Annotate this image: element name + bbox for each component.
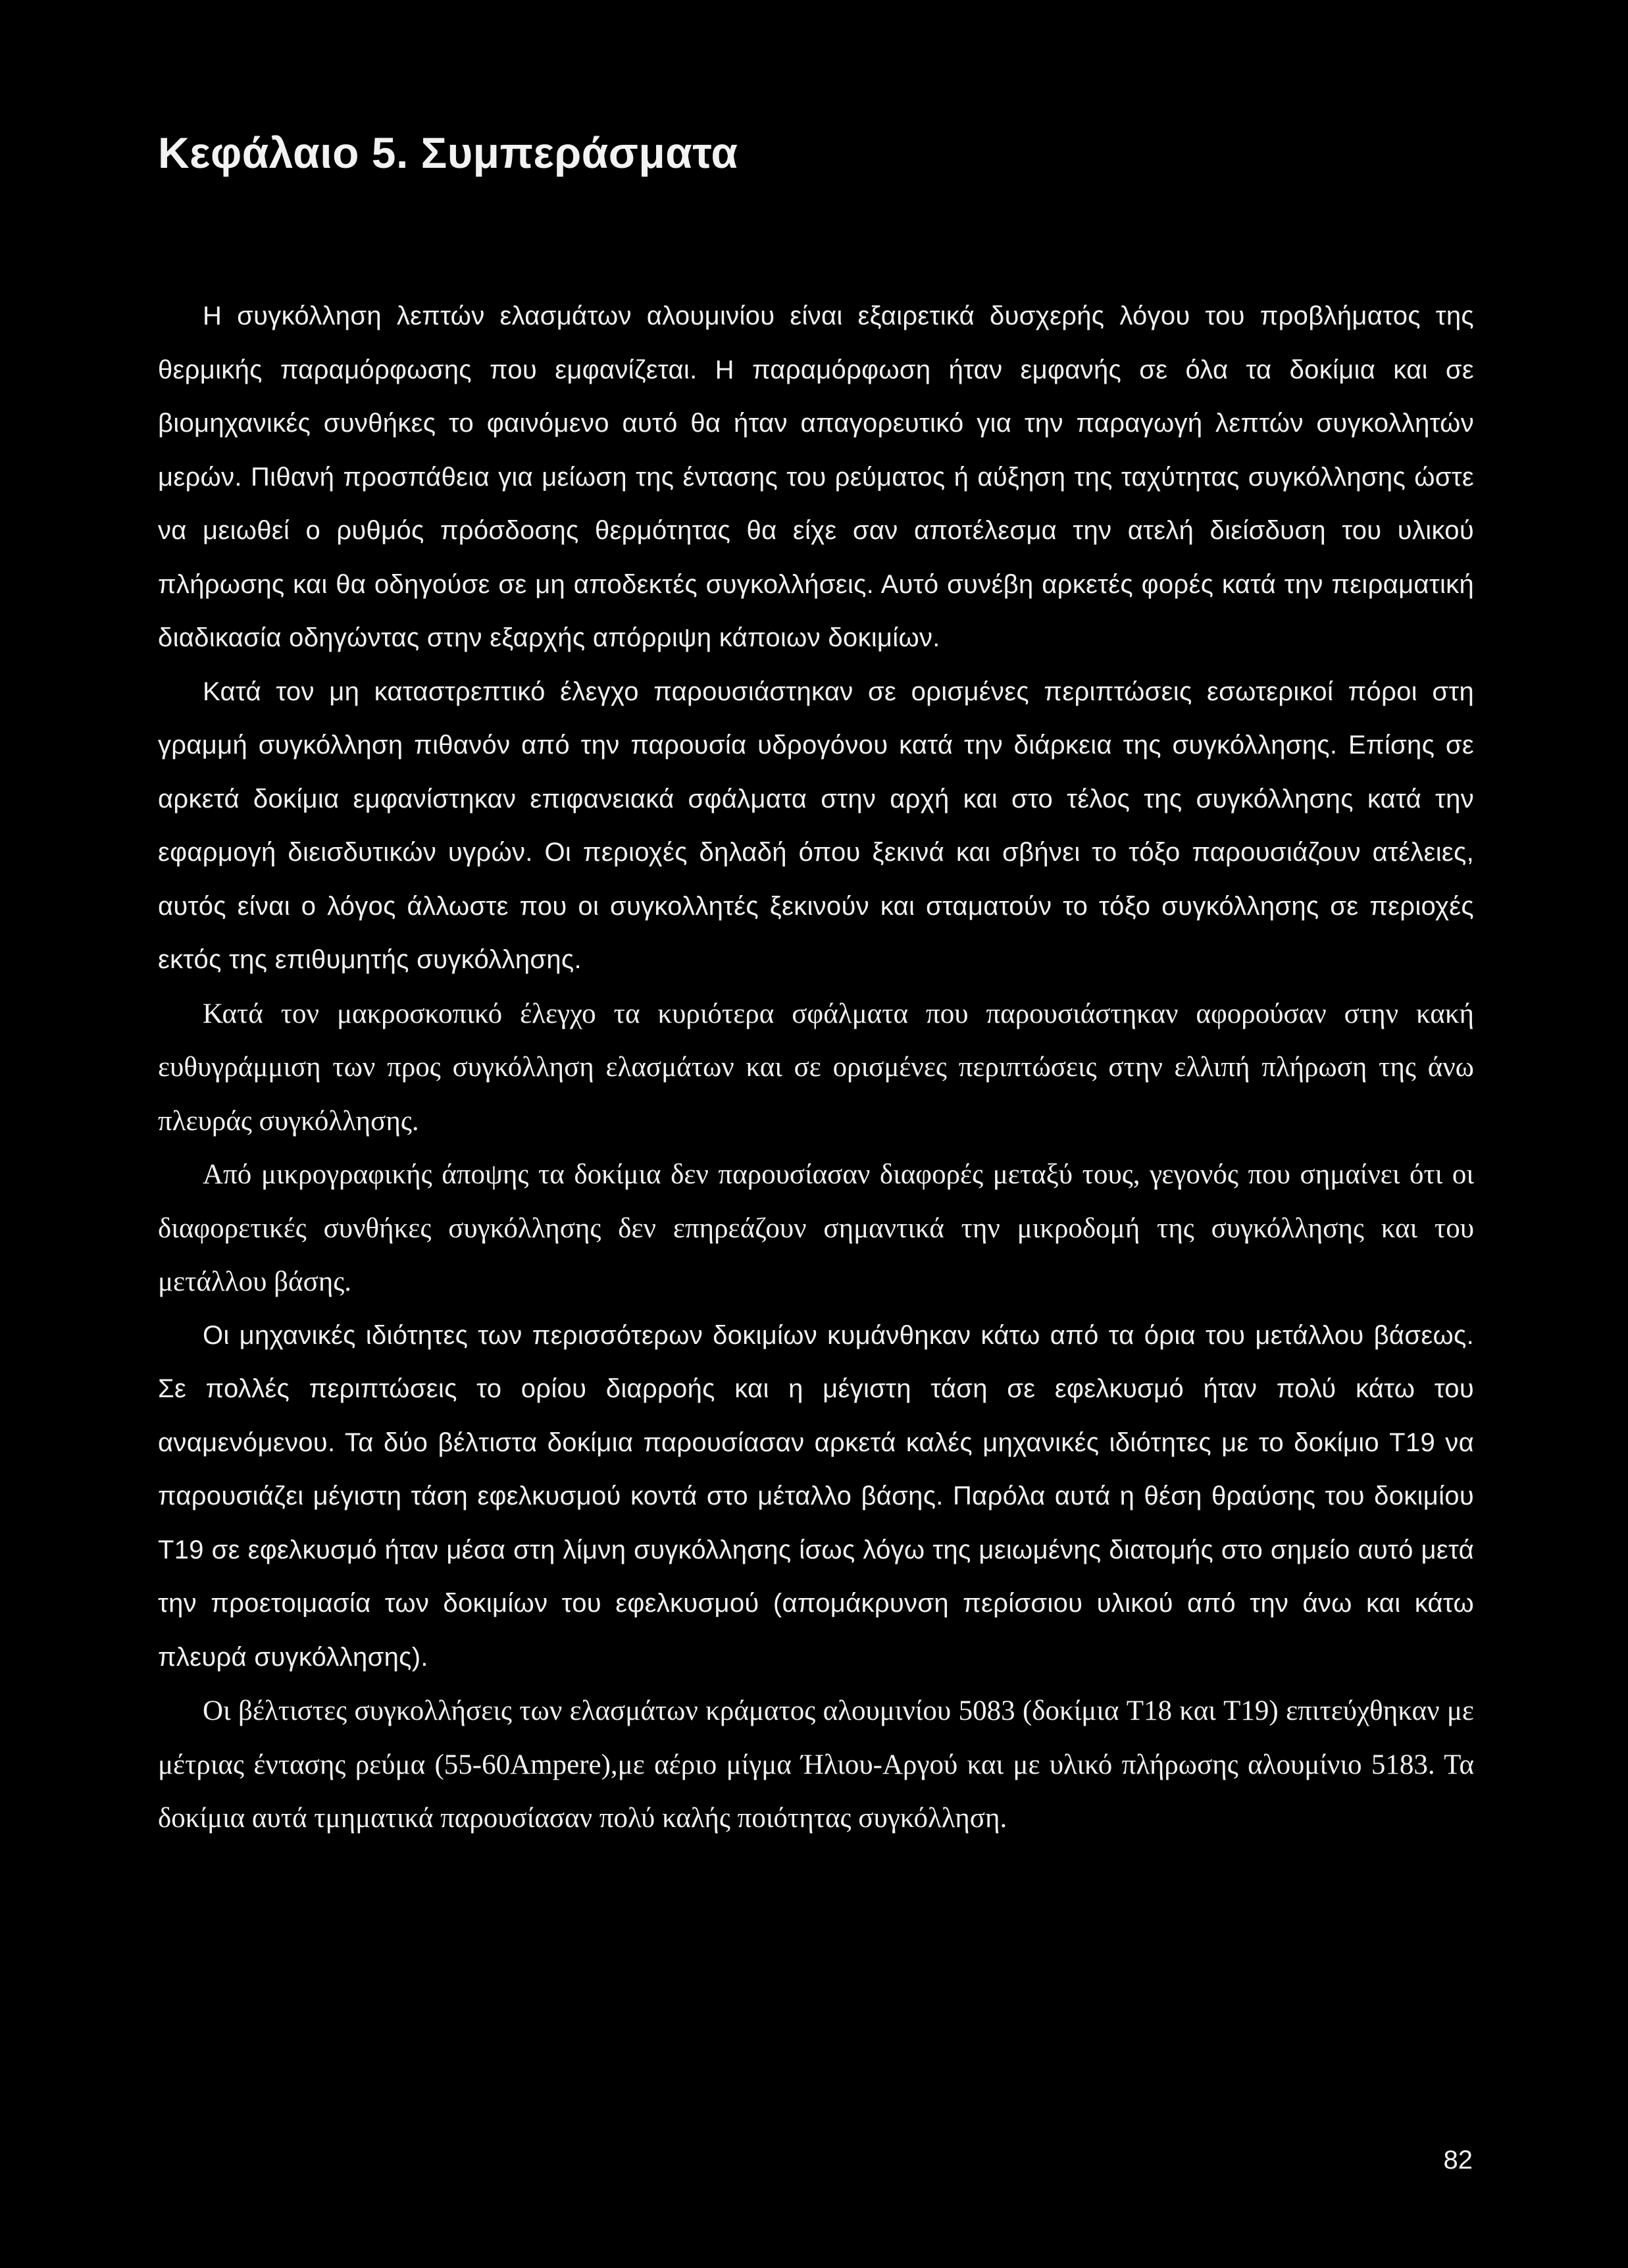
paragraph-nondestructive-testing: Κατά τον μη καταστρεπτικό έλεγχο παρουσιάστηκαν σε ορισμένες περιπτώσεις εσωτερικοί πόροι στη γραμμή συγκόλληση πιθανόν από την παρουσία υδρογόνου κατά την διάρκεια της συγκόλλησης. Επίσης σε αρκετά δοκίμια εμφανίστηκαν επιφανειακά σφάλματα στην αρχή και στο τέλος της συγκόλλησης κατά την εφαρμογή διεισδυτικών υγρών. Οι περιοχές δηλαδή όπου ξεκινά και σβήνει το τόξο παρουσιάζουν ατέλειες, αυτός είναι ο λόγος άλλωστε που οι συγκολλητές ξεκινούν και σταματούν το τόξο συγκόλλησης σε περιοχές εκτός της επιθυμητής συγκόλλησης. — [158, 677, 1474, 974]
paragraph-thermal-distortion: Η συγκόλληση λεπτών ελασμάτων αλουμινίου είναι εξαιρετικά δυσχερής λόγου του προβλήματος της θερμικής παραμόρφωσης που εμφανίζεται. Η παραμόρφωση ήταν εμφανής σε όλα τα δοκίμια και σε βιομηχανικές συνθήκες το φαινόμενο αυτό θα ήταν απαγορευτικό για την παραγωγή λεπτών συγκολλητών μερών. Πιθανή προσπάθεια για μείωση της έντασης του ρεύματος ή αύξηση της ταχύτητας συγκόλλησης ώστε να μειωθεί ο ρυθμός πρόσδοσης θερμότητας θα είχε σαν αποτέλεσμα την ατελή διείσδυση του υλικού πλήρωσης και θα οδηγούσε σε μη αποδεκτές συγκολλήσεις. Αυτό συνέβη αρκετές φορές κατά την πειραματική διαδικασία οδηγώντας στην εξαρχής απόρριψη κάποιων δοκιμίων. — [158, 301, 1474, 652]
paragraph-optimal-welds: Οι βέλτιστες συγκολλήσεις των ελασμάτων κράματος αλουμινίου 5083 (δοκίμια T18 και T19) επιτεύχθηκαν με μέτριας έντασης ρεύμα (55-60Ampere),με αέριο μίγμα Ήλιου-Αργού και με υλικό πλήρωσης αλουμίνιο 5183. Τα δοκίμια αυτά τμηματικά παρουσίασαν πολύ καλής ποιότητας συγκόλληση. — [158, 1695, 1474, 1834]
paragraph-mechanical-properties: Οι μηχανικές ιδιότητες των περισσότερων δοκιμίων κυμάνθηκαν κάτω από τα όρια του μετάλλου βάσεως. Σε πολλές περιπτώσεις το ορίου διαρροής και η μέγιστη τάση σε εφελκυσμό ήταν πολύ κάτω του αναμενόμενου. Τα δύο βέλτιστα δοκίμια παρουσίασαν αρκετά καλές μηχανικές ιδιότητες με το δοκίμιο T19 να παρουσιάζει μέγιστη τάση εφελκυσμού κοντά στο μέταλλο βάσης. Παρόλα αυτά η θέση θραύσης του δοκιμίου T19 σε εφελκυσμό ήταν μέσα στη λίμνη συγκόλλησης ίσως λόγω της μειωμένης διατομής στο σημείο αυτό μετά την προετοιμασία των δοκιμίων του εφελκυσμού (απομάκρυνση περίσσιου υλικού από την άνω και κάτω πλευρά συγκόλλησης). — [158, 1320, 1474, 1672]
chapter-title: Κεφάλαιο 5. Συμπεράσματα — [158, 128, 738, 177]
body-text — [158, 290, 1474, 1845]
page-number: 82 — [1443, 2146, 1473, 2175]
paragraph-macroscopic-testing: Κατά τον μακροσκοπικό έλεγχο τα κυριότερα σφάλματα που παρουσιάστηκαν αφορούσαν στην κακή ευθυγράμμιση των προς συγκόλληση ελασμάτων και σε ορισμένες περιπτώσεις στην ελλιπή πλήρωση της άνω πλευράς συγκόλλησης. — [158, 998, 1474, 1137]
paragraph-micrographic-testing: Από μικρογραφικής άποψης τα δοκίμια δεν παρουσίασαν διαφορές μεταξύ τους, γεγονός που σημαίνει ότι οι διαφορετικές συνθήκες συγκόλλησης δεν επηρεάζουν σημαντικά την μικροδομή της συγκόλλησης και του μετάλλου βάσης. — [158, 1159, 1474, 1297]
